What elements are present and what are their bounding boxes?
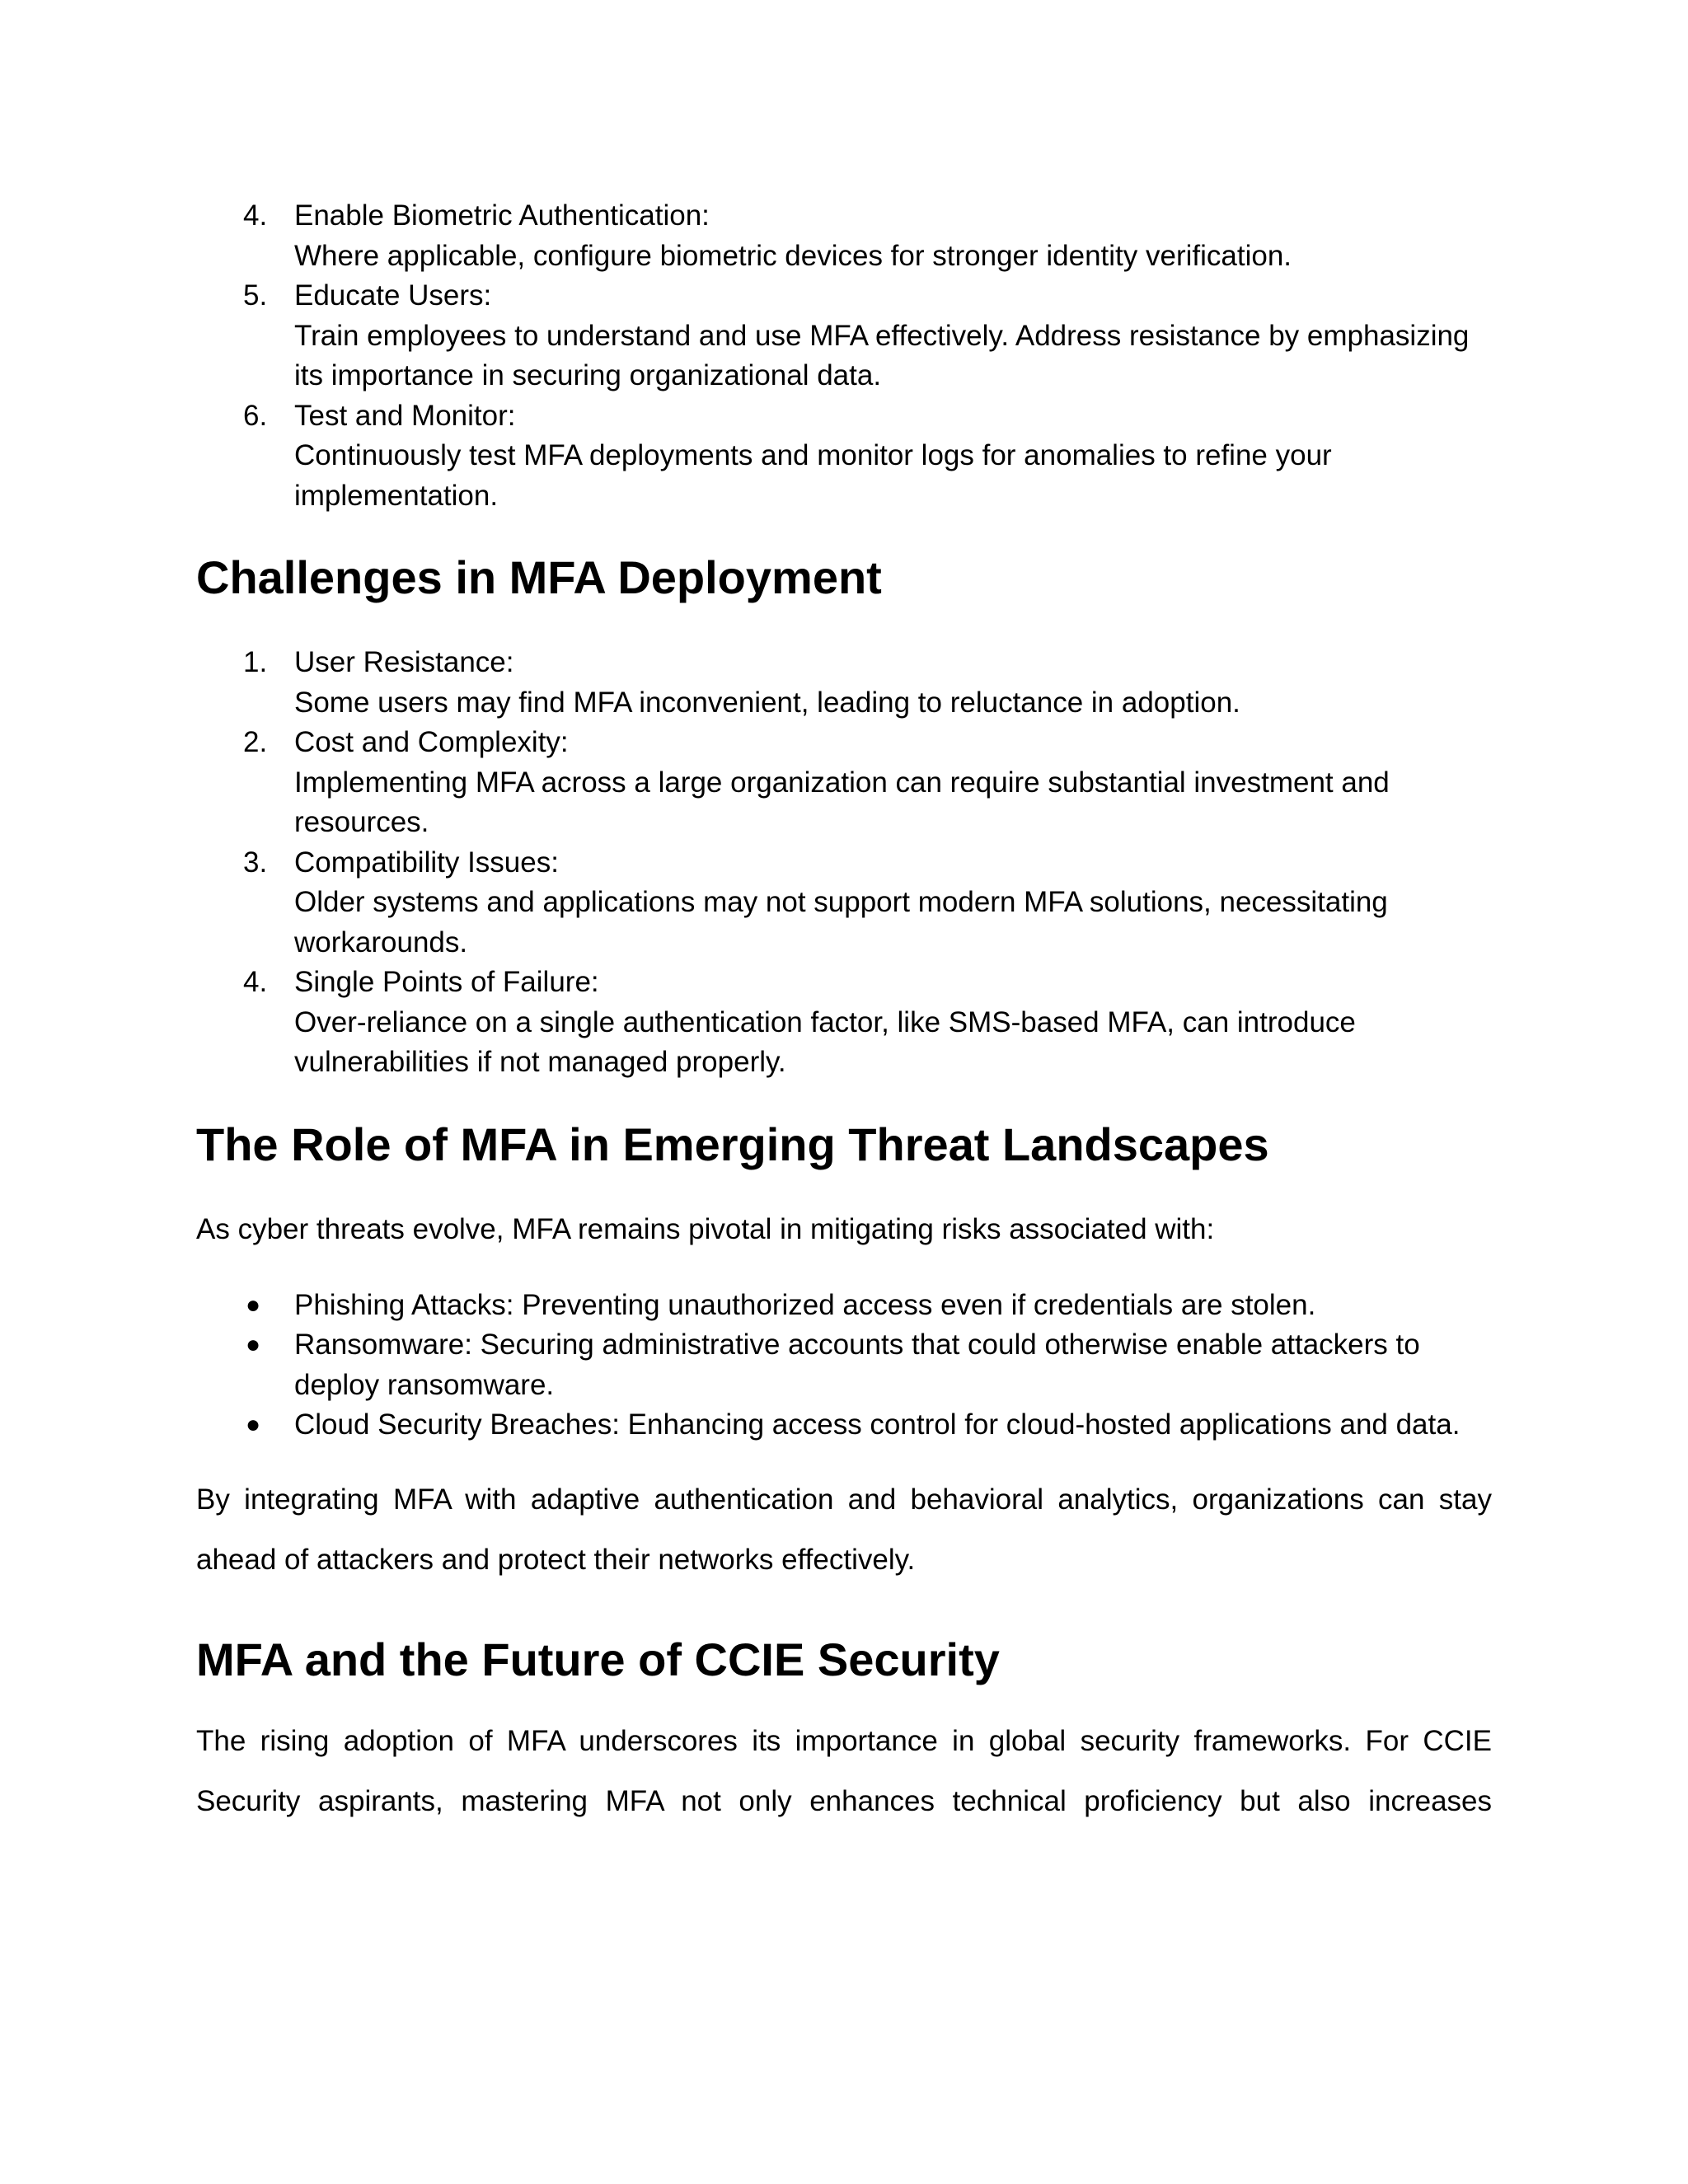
list-item-title: Single Points of Failure:	[294, 966, 599, 998]
list-number: 4.	[243, 966, 268, 998]
list-item-title: Compatibility Issues:	[294, 846, 559, 879]
steps-continued-list	[196, 196, 1492, 516]
list-item-title: Cost and Complexity:	[294, 726, 569, 758]
list-number: 4.	[243, 199, 268, 232]
bullet-icon: ●	[246, 1411, 261, 1438]
list-item	[196, 1286, 1492, 1326]
list-item-body: Older systems and applications may not support modern MFA solutions, necessitating workarounds.	[294, 886, 1388, 958]
future-paragraph: The rising adoption of MFA underscores its importance in global security frameworks. For CCIE Security aspirants, mastering MFA not only enhances technical proficiency but also increases	[196, 1724, 1492, 1817]
section-heading-challenges: Challenges in MFA Deployment	[196, 551, 882, 603]
section-heading-role: The Role of MFA in Emerging Threat Landscapes	[196, 1118, 1269, 1170]
list-item	[196, 276, 1492, 396]
role-intro-paragraph: As cyber threats evolve, MFA remains pivotal in mitigating risks associated with:	[196, 1212, 1215, 1245]
list-item	[196, 196, 1492, 276]
list-number: 6.	[243, 399, 268, 432]
list-item	[196, 963, 1492, 1083]
list-number: 5.	[243, 279, 268, 312]
list-item-text: Ransomware: Securing administrative accounts that could otherwise enable attackers to deploy ransomware.	[294, 1329, 1420, 1401]
list-item-text: Cloud Security Breaches: Enhancing access control for cloud-hosted applications and data.	[294, 1408, 1461, 1441]
list-number: 3.	[243, 846, 268, 879]
list-item	[196, 723, 1492, 843]
list-item-title: Test and Monitor:	[294, 399, 516, 432]
list-item	[196, 1325, 1492, 1405]
list-item-title: User Resistance:	[294, 646, 514, 678]
bullet-icon: ●	[246, 1331, 261, 1358]
list-item	[196, 643, 1492, 723]
section-heading-future: MFA and the Future of CCIE Security	[196, 1633, 1000, 1685]
list-item	[196, 396, 1492, 517]
list-item-body: Some users may find MFA inconvenient, leading to reluctance in adoption.	[294, 686, 1240, 719]
list-item-text: Phishing Attacks: Preventing unauthorized access even if credentials are stolen.	[294, 1288, 1316, 1321]
list-item-title: Enable Biometric Authentication:	[294, 199, 710, 232]
list-number: 1.	[243, 646, 268, 678]
bullet-icon: ●	[246, 1291, 261, 1319]
role-conclusion-paragraph: By integrating MFA with adaptive authentication and behavioral analytics, organizations can stay ahead of attackers and protect their networks effectively.	[196, 1483, 1492, 1576]
list-item-title: Educate Users:	[294, 279, 492, 312]
list-item	[196, 1405, 1492, 1446]
list-item-body: Train employees to understand and use MFA effectively. Address resistance by emphasizing its importance in securing organizational data.	[294, 319, 1470, 391]
challenges-list	[196, 643, 1492, 1083]
list-item	[196, 843, 1492, 963]
threat-bullet-list	[196, 1286, 1492, 1446]
list-item-body: Continuously test MFA deployments and monitor logs for anomalies to refine your implementation.	[294, 439, 1332, 512]
list-number: 2.	[243, 726, 268, 758]
list-item-body: Implementing MFA across a large organization can require substantial investment and resources.	[294, 766, 1390, 838]
list-item-body: Where applicable, configure biometric devices for stronger identity verification.	[294, 239, 1292, 272]
list-item-body: Over-reliance on a single authentication factor, like SMS-based MFA, can introduce vulnerabilities if not managed properly.	[294, 1005, 1356, 1078]
